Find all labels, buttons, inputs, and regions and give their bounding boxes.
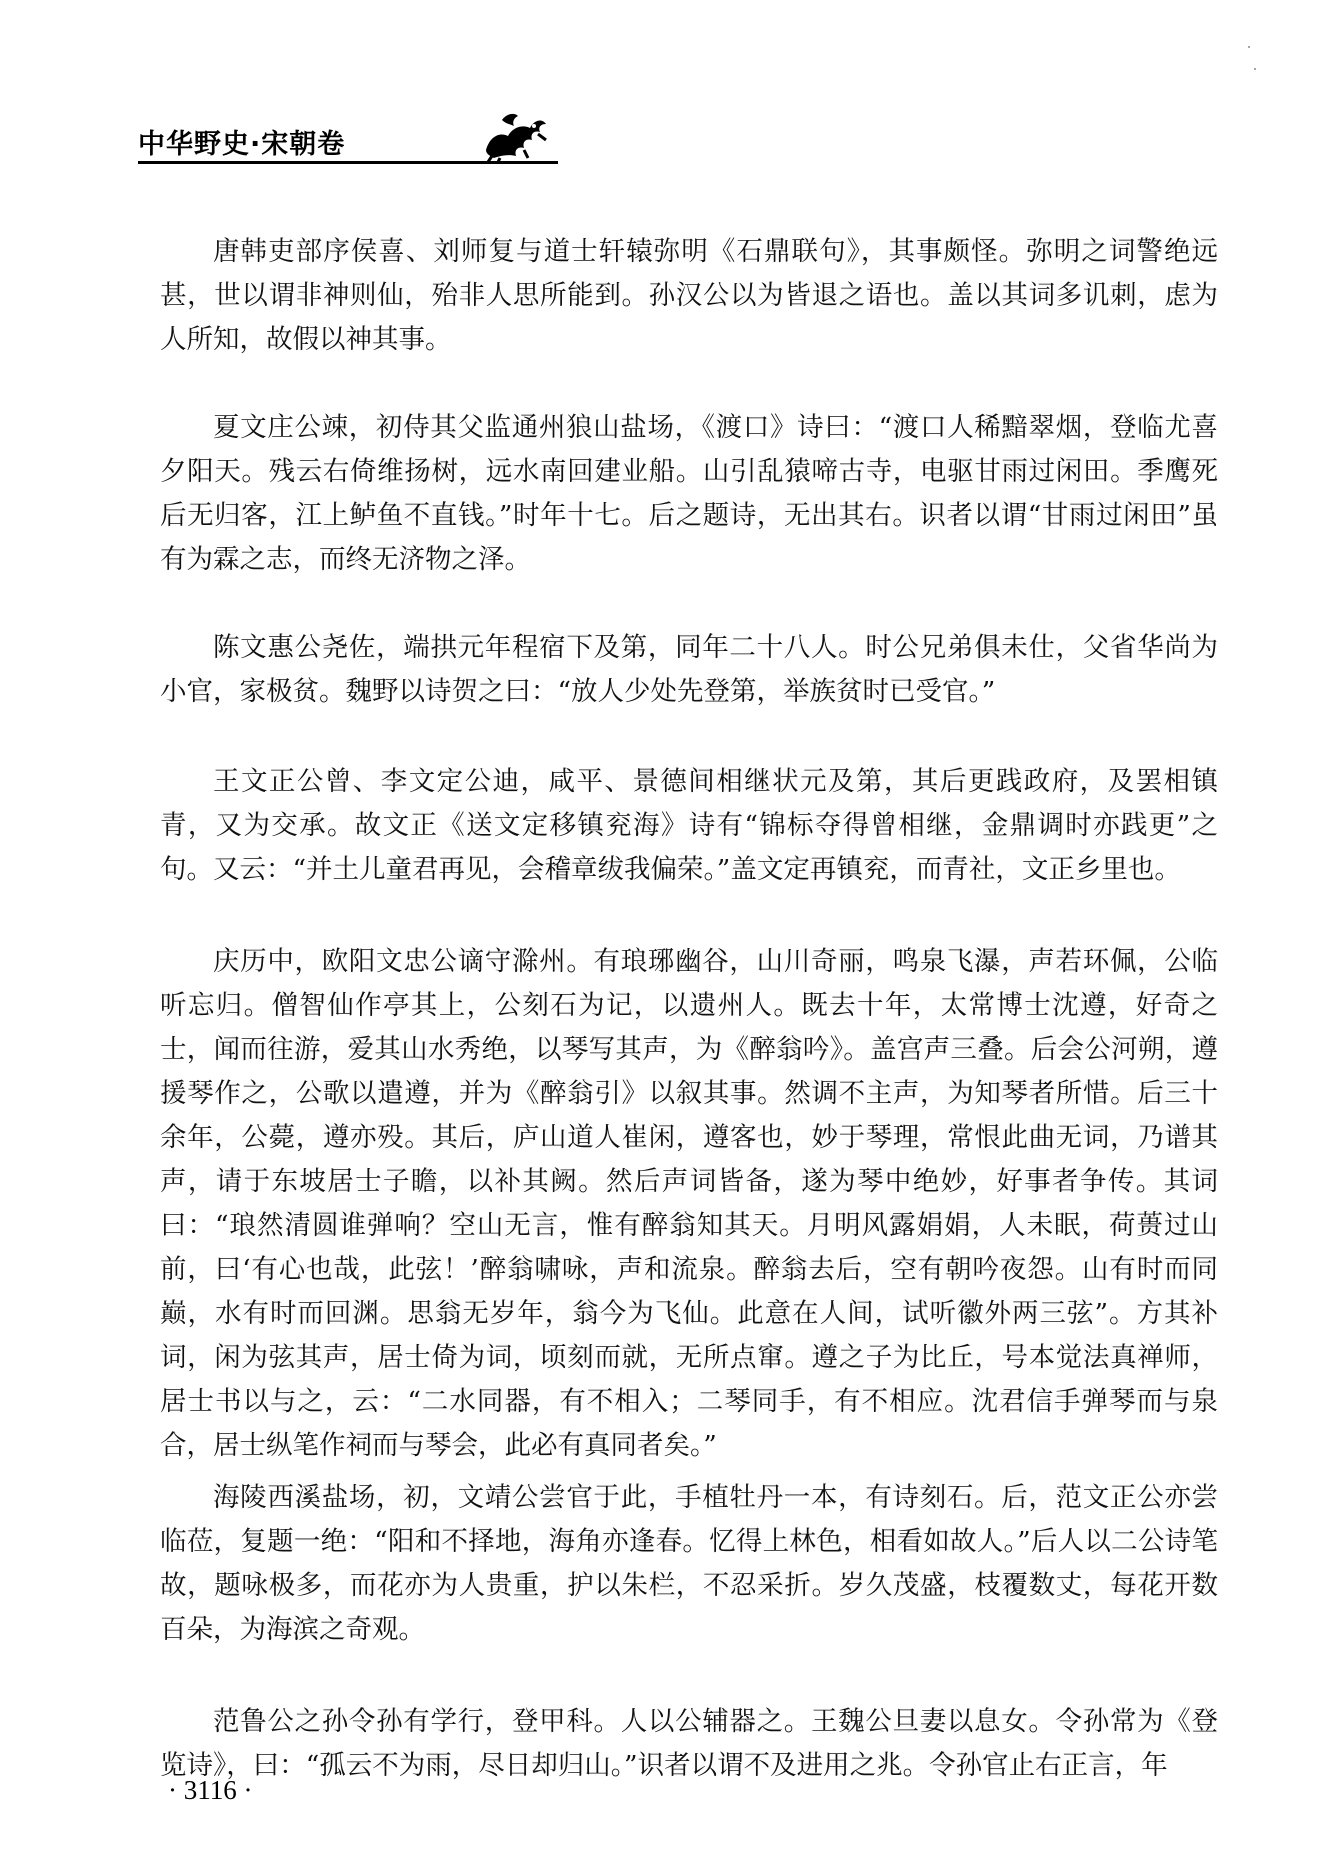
paragraph: 庆历中，欧阳文忠公谪守滁州。有琅琊幽谷，山川奇丽，鸣泉飞瀑，声若环佩，公临听忘归。僧智仙作亭其上，公刻石为记，以遗州人。既去十年，太常博士沈遵，好奇之士，闻而往游，爱其山水秀绝，以琴写其声，为《醉翁吟》。盖宫声三叠。后会公河朔，遵援琴作之，公歌以遣遵，并为《醉翁引》以叙其事。然调不主声，为知琴者所惜。后三十余年，公薨，遵亦殁。其后，庐山道人崔闲，遵客也，妙于琴理，常恨此曲无词，乃谱其声，请于东坡居士子瞻，以补其阙。然后声词皆备，遂为琴中绝妙，好事者争传。其词曰：“琅然清圆谁弹响？空山无言，惟有醉翁知其天。月明风露娟娟，人未眠，荷蒉过山前，曰‘有心也哉，此弦！’醉翁啸咏，声和流泉。醉翁去后，空有朝吟夜怨。山有时而同巅，水有时而回渊。思翁无岁年，翁今为飞仙。此意在人间，试听徽外两三弦”。方其补词，闲为弦其声，居士倚为词，顷刻而就，无所点窜。遵之子为比丘，号本觉法真禅师，居士书以与之，云：“二水同器，有不相入；二琴同手，有不相应。沈君信手弹琴而与泉合，居士纵笔作祠而与琴会，此必有真同者矣。” xyxy=(160,946,1218,1461)
scan-speck xyxy=(1254,68,1256,70)
book-title: 中华野史·宋朝卷 xyxy=(138,129,346,160)
paragraph: 夏文庄公竦，初侍其父监通州狼山盐场，《渡口》诗曰：“渡口人稀黯翠烟，登临尤喜夕阳天。残云右倚维扬树，远水南回建业船。山引乱猿啼古寺，电驱甘雨过闲田。季鹰死后无归客，江上鲈鱼不直钱。”时年十七。后之题诗，无出其右。识者以谓“甘雨过闲田”虽有为霖之志，而终无济物之泽。 xyxy=(160,412,1218,575)
paragraph: 唐韩吏部序侯喜、刘师复与道士轩辕弥明《石鼎联句》，其事颇怪。弥明之词警绝远甚，世以谓非神则仙，殆非人思所能到。孙汉公以为皆退之语也。盖以其词多讥刺，虑为人所知，故假以神其事。 xyxy=(160,236,1218,355)
page-number: · 3116 · xyxy=(168,1775,253,1805)
scan-speck xyxy=(1248,46,1250,48)
dragon-emblem-icon xyxy=(478,106,550,162)
paragraph: 海陵西溪盐场，初，文靖公尝官于此，手植牡丹一本，有诗刻石。后，范文正公亦尝临莅，复题一绝：“阳和不择地，海角亦逢春。忆得上林色，相看如故人。”后人以二公诗笔故，题咏极多，而花亦为人贵重，护以朱栏，不忍采折。岁久茂盛，枝覆数丈，每花开数百朵，为海滨之奇观。 xyxy=(160,1482,1218,1645)
paragraph: 陈文惠公尧佐，端拱元年程宿下及第，同年二十八人。时公兄弟俱未仕，父省华尚为小官，家极贫。魏野以诗贺之曰：“放人少处先登第，举族贫时已受官。” xyxy=(160,632,1218,707)
paragraph: 范鲁公之孙令孙有学行，登甲科。人以公辅器之。王魏公旦妻以息女。令孙常为《登览诗》，曰：“孤云不为雨，尽日却归山。”识者以谓不及进用之兆。令孙官止右正言，年 xyxy=(160,1706,1218,1781)
header-rule xyxy=(138,161,558,164)
running-header xyxy=(138,100,558,170)
paragraph: 王文正公曾、李文定公迪，咸平、景德间相继状元及第，其后更践政府，及罢相镇青，又为交承。故文正《送文定移镇兖海》诗有“锦标夺得曾相继，金鼎调时亦践更”之句。又云：“并土儿童君再见，会稽章绂我偏荣。”盖文定再镇兖，而青社，文正乡里也。 xyxy=(160,766,1218,885)
